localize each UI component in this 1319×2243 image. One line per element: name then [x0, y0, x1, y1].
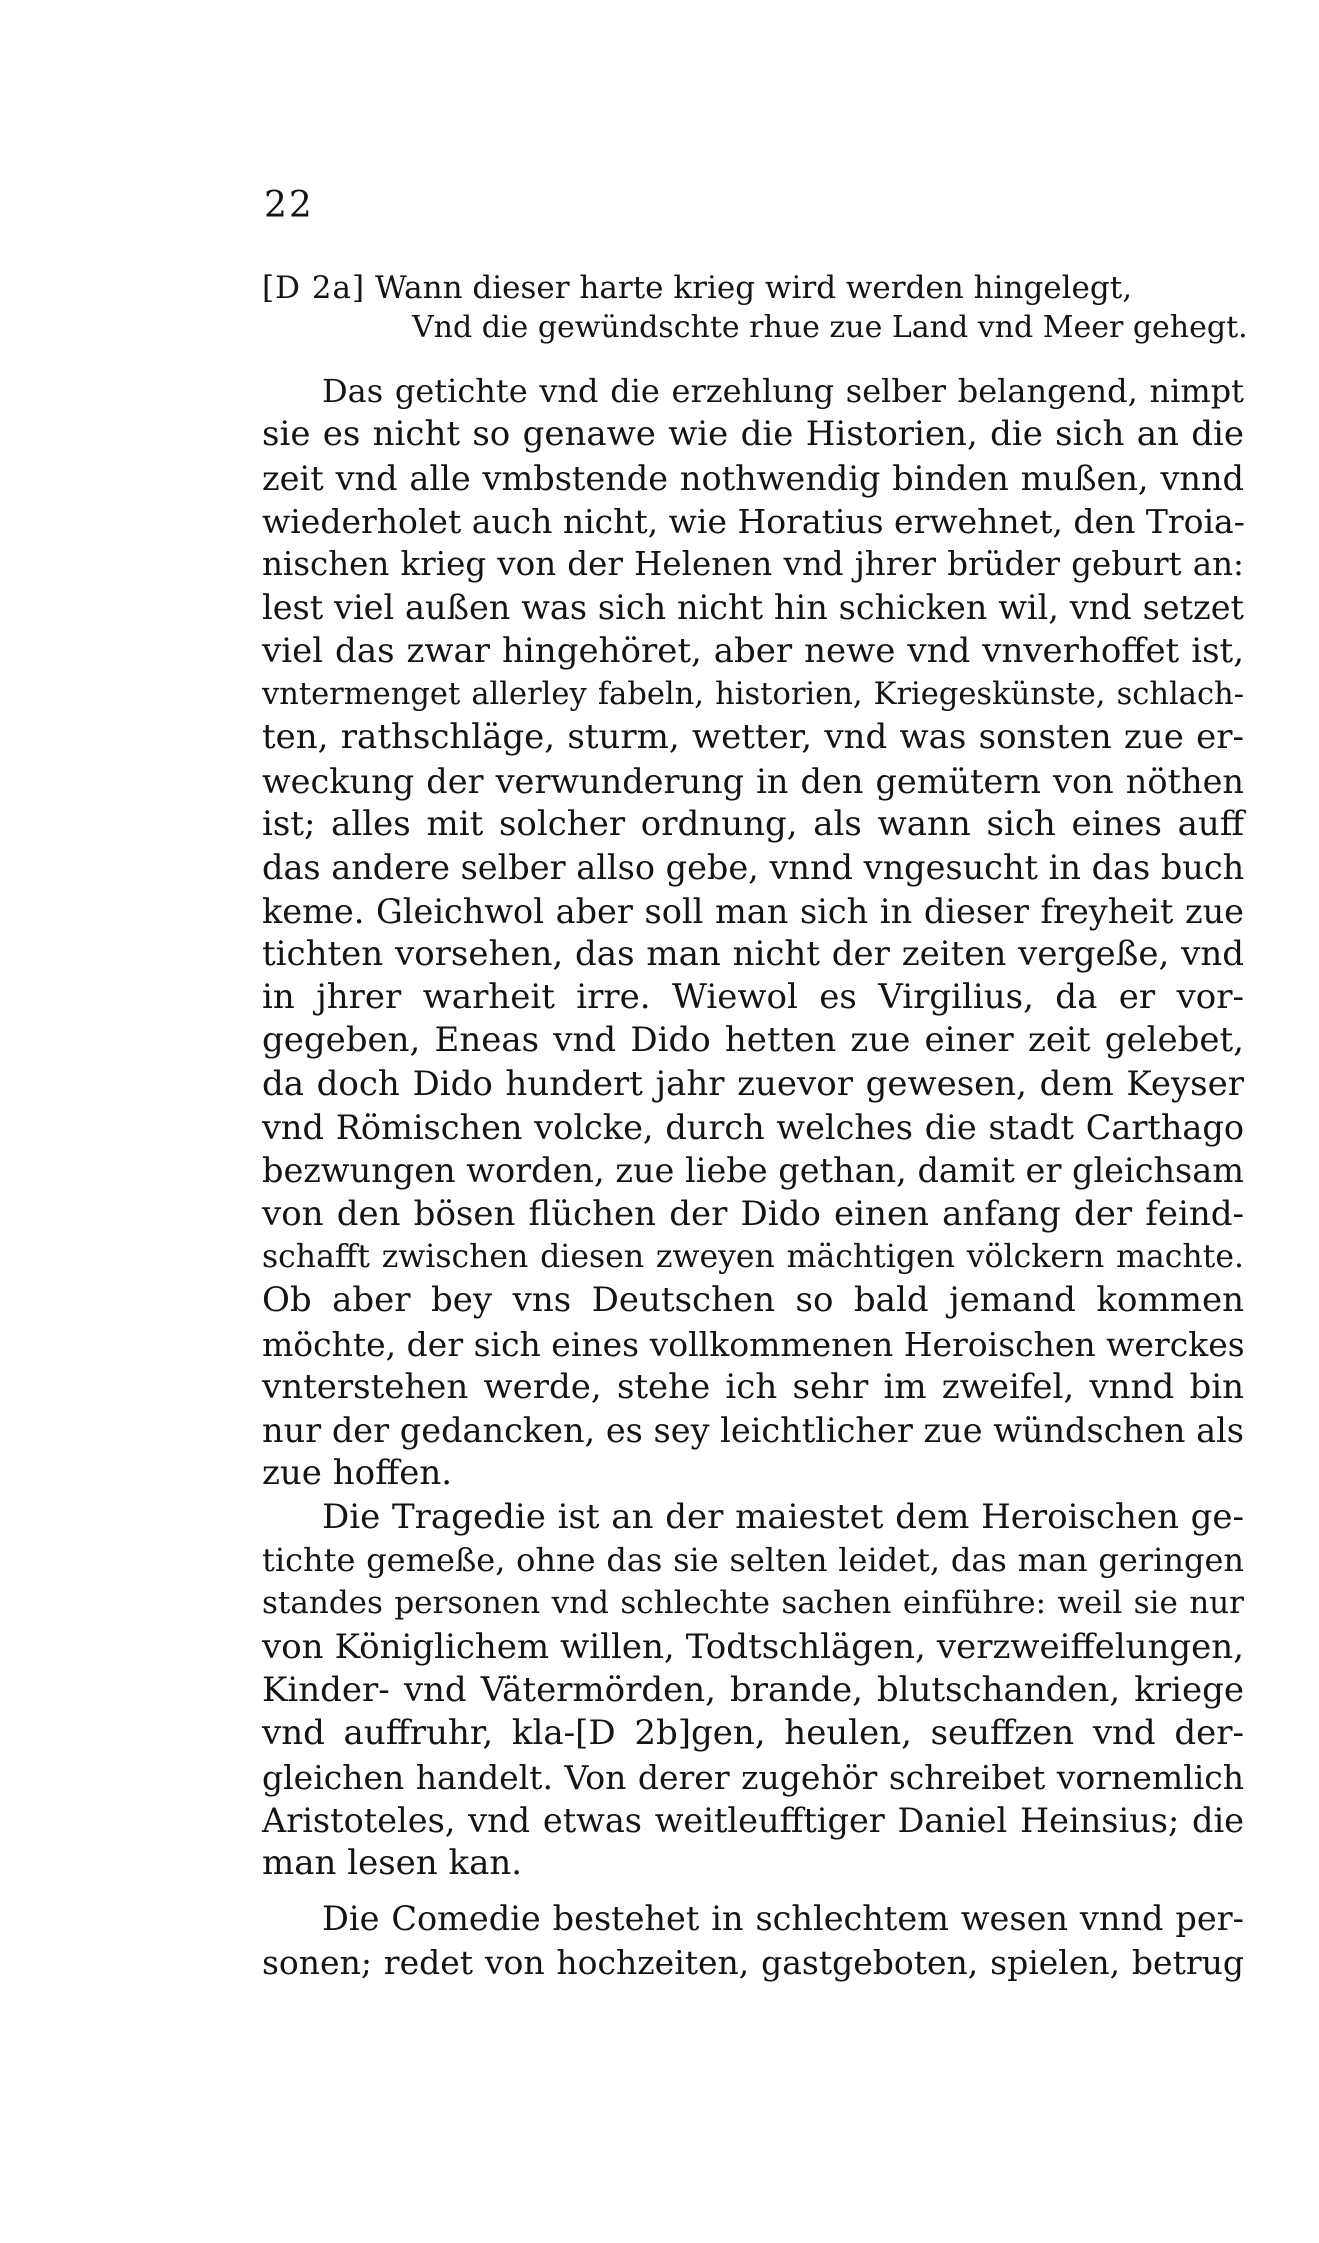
text-line: von den bösen flüchen der Dido einen anfang der feind-: [262, 1193, 1244, 1234]
text-line: sie es nicht so genawe wie die Historien, die sich an die: [262, 414, 1244, 455]
page-number: 22: [264, 185, 314, 226]
text-line: Das getichte vnd die erzehlung selber belangend, nimpt: [322, 372, 1244, 410]
text-line: Aristoteles, vnd etwas weitleufftiger Daniel Heinsius; die: [262, 1800, 1244, 1840]
text-line: schafft zwischen diesen zweyen mächtigen völckern machte.: [262, 1238, 1244, 1275]
text-line: gegeben, Eneas vnd Dido hetten zue einer zeit gelebet,: [262, 1020, 1244, 1061]
text-line: man lesen kan.: [262, 1843, 523, 1884]
text-line: lest viel außen was sich nicht hin schicken wil, vnd setzet: [262, 588, 1244, 628]
text-line: vnd auffruhr, kla-[D 2b]gen, heulen, seuffzen vnd der-: [262, 1713, 1244, 1754]
text-line: vntermenget allerley fabeln, historien, Kriegeskünste, schlach-: [262, 677, 1244, 713]
folio-marker: [D 2a]: [262, 270, 366, 306]
verse-line: Vnd die gewündschte rhue zue Land vnd Meer gehegt.: [412, 310, 1248, 345]
body-text: [262, 370, 1244, 1984]
text-line: vnd Römischen volcke, durch welches die stadt Carthago: [262, 1108, 1244, 1148]
text-line: möchte, der sich eines vollkommenen Heroischen werckes: [262, 1324, 1245, 1364]
text-line: in jhrer warheit irre. Wiewol es Virgilius, da er vor-: [262, 977, 1244, 1018]
text-line: gleichen handelt. Von derer zugehör schreibet vornemlich: [262, 1757, 1244, 1797]
text-line: tichten vorsehen, das man nicht der zeiten vergeße, vnd: [262, 933, 1244, 974]
text-line: Kinder- vnd Vätermörden, brande, blutschanden, kriege: [262, 1669, 1244, 1710]
text-line: Ob aber bey vns Deutschen so bald jemand kommen: [262, 1280, 1244, 1321]
text-line: ist; alles mit solcher ordnung, als wann sich eines auff: [262, 803, 1244, 844]
text-line: viel das zwar hingehöret, aber newe vnd vnverhoffet ist,: [262, 630, 1244, 671]
text-line: da doch Dido hundert jahr zuevor gewesen, dem Keyser: [262, 1063, 1244, 1104]
text-line: ten, rathschläge, sturm, wetter, vnd was sonsten zue er-: [262, 717, 1244, 758]
verse-line: [262, 268, 1252, 308]
text-line: das andere selber allso gebe, vnnd vngesucht in das buch: [262, 848, 1245, 888]
text-line: nur der gedancken, es sey leichtlicher zue wündschen als: [262, 1411, 1244, 1451]
text-line: vnterstehen werde, stehe ich sehr im zweifel, vnnd bin: [262, 1366, 1244, 1407]
text-line: Die Tragedie ist an der maiestet dem Heroischen ge-: [322, 1496, 1244, 1537]
text-line: zue hoffen.: [262, 1453, 453, 1494]
text-line: tichte gemeße, ohne das sie selten leidet, das man geringen: [262, 1541, 1244, 1580]
text-line: zeit vnd alle vmbstende nothwendig binden mußen, vnnd: [262, 458, 1244, 498]
verse-quote: [262, 268, 1252, 348]
paragraph-gap: [262, 1885, 1244, 1897]
text-line: bezwungen worden, zue liebe gethan, damit er gleichsam: [262, 1151, 1244, 1191]
text-line: von Königlichem willen, Todtschlägen, verzweiffelungen,: [262, 1626, 1244, 1667]
text-line: sonen; redet von hochzeiten, gastgeboten, spielen, betrug: [262, 1942, 1244, 1982]
text-line: Die Comedie bestehet in schlechtem wesen vnnd per-: [322, 1899, 1244, 1939]
verse-line-text: Wann dieser harte krieg wird werden hingelegt,: [374, 270, 1133, 306]
text-line: standes personen vnd schlechte sachen einführe: weil sie nur: [262, 1585, 1244, 1622]
text-line: keme. Gleichwol aber soll man sich in dieser freyheit zue: [262, 891, 1244, 931]
text-line: wiederholet auch nicht, wie Horatius erwehnet, den Troia-: [262, 501, 1245, 541]
text-line: weckung der verwunderung in den gemütern von nöthen: [262, 761, 1244, 801]
text-line: nischen krieg von der Helenen vnd jhrer brüder geburt an:: [262, 545, 1244, 584]
